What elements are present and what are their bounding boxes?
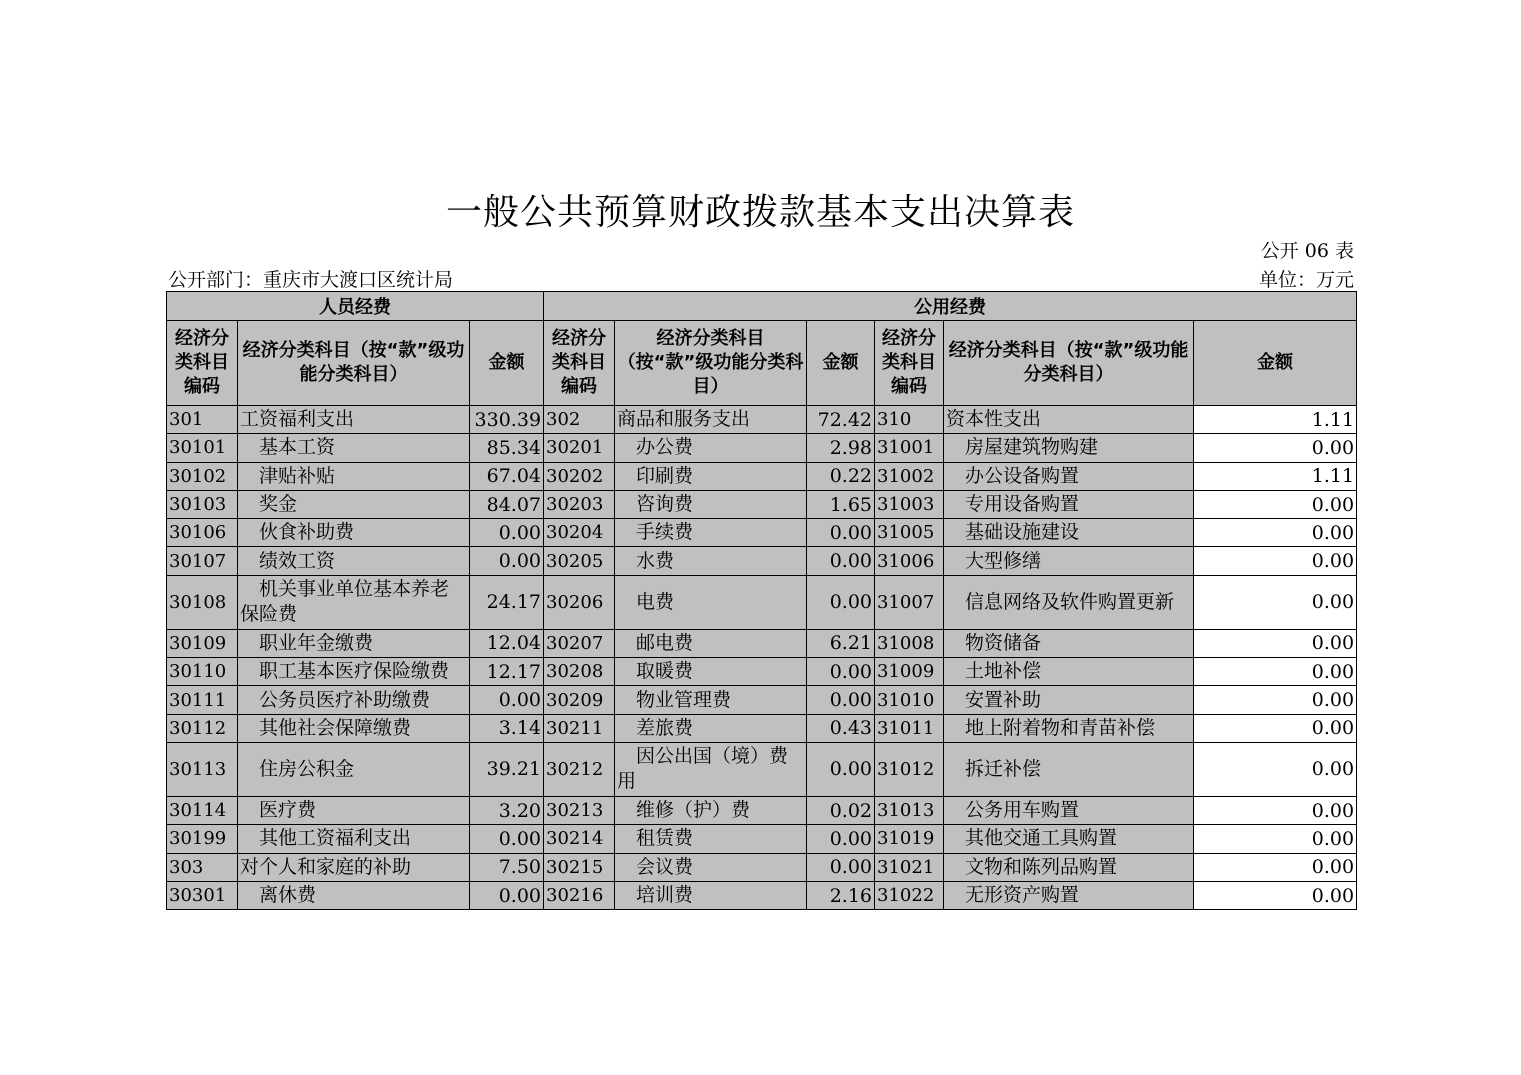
goods-services-amount-cell: 0.00: [807, 547, 875, 575]
capital-name-cell: 安置补助: [944, 686, 1194, 714]
goods-services-amount-cell: 6.21: [807, 629, 875, 657]
personnel-amount-cell: 330.39: [470, 406, 544, 434]
column-header-name: 经济分类科目（按“款”级功能分类科目）: [944, 321, 1194, 406]
capital-name-cell: 其他交通工具购置: [944, 825, 1194, 853]
goods-services-amount-cell: 2.98: [807, 434, 875, 462]
capital-code-cell: 31007: [875, 575, 944, 629]
table-row: [167, 575, 1357, 629]
capital-code-cell: 31001: [875, 434, 944, 462]
capital-code-cell: 31010: [875, 686, 944, 714]
goods-services-code-cell: 30203: [544, 490, 615, 518]
capital-name-cell: 基础设施建设: [944, 519, 1194, 547]
personnel-code-cell: 30109: [167, 629, 238, 657]
personnel-name-cell: 其他社会保障缴费: [238, 714, 470, 742]
personnel-name-cell: 职工基本医疗保险缴费: [238, 658, 470, 686]
goods-services-name-cell: 邮电费: [615, 629, 807, 657]
capital-code-cell: 31022: [875, 881, 944, 909]
goods-services-name-cell: 维修（护）费: [615, 796, 807, 824]
capital-code-cell: 31012: [875, 742, 944, 796]
table-row: [167, 519, 1357, 547]
personnel-amount-cell: 3.20: [470, 796, 544, 824]
goods-services-name-cell: 办公费: [615, 434, 807, 462]
personnel-name-cell: 住房公积金: [238, 742, 470, 796]
capital-amount-cell: 0.00: [1194, 658, 1357, 686]
goods-services-code-cell: 30207: [544, 629, 615, 657]
goods-services-name-cell: 商品和服务支出: [615, 406, 807, 434]
personnel-name-cell: 绩效工资: [238, 547, 470, 575]
goods-services-name-cell: 租赁费: [615, 825, 807, 853]
personnel-name-cell: 对个人和家庭的补助: [238, 853, 470, 881]
table-row: [167, 406, 1357, 434]
personnel-amount-cell: 12.04: [470, 629, 544, 657]
personnel-name-cell: 伙食补助费: [238, 519, 470, 547]
table-row: [167, 658, 1357, 686]
page-title: 一般公共预算财政拨款基本支出决算表: [445, 192, 1075, 233]
goods-services-amount-cell: 0.00: [807, 742, 875, 796]
capital-name-cell: 资本性支出: [944, 406, 1194, 434]
personnel-amount-cell: 0.00: [470, 825, 544, 853]
expenditure-table: [166, 291, 1357, 910]
capital-code-cell: 31008: [875, 629, 944, 657]
goods-services-name-cell: 差旅费: [615, 714, 807, 742]
capital-name-cell: 房屋建筑物购建: [944, 434, 1194, 462]
goods-services-code-cell: 30201: [544, 434, 615, 462]
table-row: [167, 796, 1357, 824]
goods-services-name-cell: 水费: [615, 547, 807, 575]
personnel-code-cell: 30301: [167, 881, 238, 909]
goods-services-code-cell: 30204: [544, 519, 615, 547]
column-header-name: 经济分类科目（按“款”级功能分类科目）: [615, 321, 807, 406]
capital-code-cell: 31009: [875, 658, 944, 686]
personnel-code-cell: 30199: [167, 825, 238, 853]
capital-name-cell: 拆迁补偿: [944, 742, 1194, 796]
capital-name-cell: 办公设备购置: [944, 462, 1194, 490]
capital-amount-cell: 0.00: [1194, 825, 1357, 853]
table-row: [167, 881, 1357, 909]
goods-services-name-cell: 物业管理费: [615, 686, 807, 714]
goods-services-amount-cell: 1.65: [807, 490, 875, 518]
section-public-header: 公用经费: [544, 292, 1357, 321]
table-row: [167, 742, 1357, 796]
table-row: [167, 490, 1357, 518]
capital-code-cell: 31011: [875, 714, 944, 742]
personnel-code-cell: 303: [167, 853, 238, 881]
capital-amount-cell: 1.11: [1194, 406, 1357, 434]
capital-amount-cell: 0.00: [1194, 547, 1357, 575]
personnel-amount-cell: 0.00: [470, 547, 544, 575]
capital-code-cell: 31003: [875, 490, 944, 518]
goods-services-amount-cell: 0.00: [807, 519, 875, 547]
personnel-name-cell: 津贴补贴: [238, 462, 470, 490]
personnel-code-cell: 30102: [167, 462, 238, 490]
personnel-name-cell: 机关事业单位基本养老保险费: [238, 575, 470, 629]
goods-services-amount-cell: 0.22: [807, 462, 875, 490]
capital-amount-cell: 0.00: [1194, 714, 1357, 742]
personnel-amount-cell: 39.21: [470, 742, 544, 796]
goods-services-code-cell: 30202: [544, 462, 615, 490]
form-number: 公开 06 表: [1260, 240, 1354, 262]
personnel-name-cell: 其他工资福利支出: [238, 825, 470, 853]
capital-code-cell: 31006: [875, 547, 944, 575]
personnel-amount-cell: 85.34: [470, 434, 544, 462]
goods-services-name-cell: 电费: [615, 575, 807, 629]
column-header-amount: 金额: [1194, 321, 1357, 406]
capital-name-cell: 无形资产购置: [944, 881, 1194, 909]
table-row: [167, 853, 1357, 881]
goods-services-code-cell: 30205: [544, 547, 615, 575]
personnel-name-cell: 离休费: [238, 881, 470, 909]
goods-services-code-cell: 30211: [544, 714, 615, 742]
capital-amount-cell: 0.00: [1194, 629, 1357, 657]
goods-services-name-cell: 咨询费: [615, 490, 807, 518]
personnel-name-cell: 奖金: [238, 490, 470, 518]
personnel-amount-cell: 7.50: [470, 853, 544, 881]
goods-services-code-cell: 30212: [544, 742, 615, 796]
table-row: [167, 434, 1357, 462]
capital-code-cell: 31002: [875, 462, 944, 490]
personnel-code-cell: 30101: [167, 434, 238, 462]
personnel-code-cell: 301: [167, 406, 238, 434]
goods-services-name-cell: 印刷费: [615, 462, 807, 490]
goods-services-code-cell: 302: [544, 406, 615, 434]
capital-code-cell: 31005: [875, 519, 944, 547]
table-row: [167, 686, 1357, 714]
goods-services-name-cell: 会议费: [615, 853, 807, 881]
goods-services-name-cell: 培训费: [615, 881, 807, 909]
capital-code-cell: 310: [875, 406, 944, 434]
capital-amount-cell: 0.00: [1194, 853, 1357, 881]
capital-amount-cell: 0.00: [1194, 881, 1357, 909]
personnel-name-cell: 医疗费: [238, 796, 470, 824]
capital-amount-cell: 0.00: [1194, 742, 1357, 796]
capital-code-cell: 31013: [875, 796, 944, 824]
goods-services-code-cell: 30213: [544, 796, 615, 824]
column-header-amount: 金额: [807, 321, 875, 406]
personnel-amount-cell: 67.04: [470, 462, 544, 490]
goods-services-amount-cell: 0.00: [807, 686, 875, 714]
column-header-code: 经济分类科目编码: [167, 321, 238, 406]
goods-services-amount-cell: 72.42: [807, 406, 875, 434]
capital-amount-cell: 1.11: [1194, 462, 1357, 490]
capital-amount-cell: 0.00: [1194, 575, 1357, 629]
personnel-amount-cell: 24.17: [470, 575, 544, 629]
goods-services-amount-cell: 2.16: [807, 881, 875, 909]
capital-name-cell: 公务用车购置: [944, 796, 1194, 824]
goods-services-amount-cell: 0.00: [807, 575, 875, 629]
goods-services-amount-cell: 0.43: [807, 714, 875, 742]
personnel-code-cell: 30114: [167, 796, 238, 824]
personnel-code-cell: 30106: [167, 519, 238, 547]
department-label: 公开部门：重庆市大渡口区统计局: [168, 269, 454, 291]
goods-services-code-cell: 30214: [544, 825, 615, 853]
capital-name-cell: 大型修缮: [944, 547, 1194, 575]
personnel-name-cell: 基本工资: [238, 434, 470, 462]
personnel-code-cell: 30112: [167, 714, 238, 742]
goods-services-code-cell: 30216: [544, 881, 615, 909]
column-header-code: 经济分类科目编码: [875, 321, 944, 406]
personnel-code-cell: 30107: [167, 547, 238, 575]
capital-name-cell: 土地补偿: [944, 658, 1194, 686]
personnel-amount-cell: 3.14: [470, 714, 544, 742]
goods-services-code-cell: 30215: [544, 853, 615, 881]
capital-name-cell: 信息网络及软件购置更新: [944, 575, 1194, 629]
personnel-code-cell: 30103: [167, 490, 238, 518]
personnel-amount-cell: 84.07: [470, 490, 544, 518]
capital-code-cell: 31019: [875, 825, 944, 853]
goods-services-amount-cell: 0.00: [807, 853, 875, 881]
capital-amount-cell: 0.00: [1194, 490, 1357, 518]
personnel-code-cell: 30108: [167, 575, 238, 629]
table-row: [167, 547, 1357, 575]
personnel-name-cell: 工资福利支出: [238, 406, 470, 434]
section-personnel-header: 人员经费: [167, 292, 544, 321]
column-header-name: 经济分类科目（按“款”级功能分类科目）: [238, 321, 470, 406]
goods-services-amount-cell: 0.02: [807, 796, 875, 824]
goods-services-amount-cell: 0.00: [807, 825, 875, 853]
goods-services-code-cell: 30208: [544, 658, 615, 686]
capital-code-cell: 31021: [875, 853, 944, 881]
personnel-amount-cell: 0.00: [470, 686, 544, 714]
capital-amount-cell: 0.00: [1194, 796, 1357, 824]
unit-label: 单位：万元: [1258, 269, 1354, 291]
table-row: [167, 714, 1357, 742]
table-row: [167, 462, 1357, 490]
capital-amount-cell: 0.00: [1194, 519, 1357, 547]
capital-name-cell: 文物和陈列品购置: [944, 853, 1194, 881]
personnel-name-cell: 职业年金缴费: [238, 629, 470, 657]
table-row: [167, 629, 1357, 657]
personnel-code-cell: 30111: [167, 686, 238, 714]
capital-amount-cell: 0.00: [1194, 434, 1357, 462]
capital-name-cell: 专用设备购置: [944, 490, 1194, 518]
goods-services-code-cell: 30206: [544, 575, 615, 629]
table-body: [167, 406, 1357, 910]
capital-amount-cell: 0.00: [1194, 686, 1357, 714]
capital-name-cell: 地上附着物和青苗补偿: [944, 714, 1194, 742]
personnel-name-cell: 公务员医疗补助缴费: [238, 686, 470, 714]
personnel-amount-cell: 12.17: [470, 658, 544, 686]
column-header-amount: 金额: [470, 321, 544, 406]
goods-services-amount-cell: 0.00: [807, 658, 875, 686]
personnel-amount-cell: 0.00: [470, 881, 544, 909]
table-row: [167, 825, 1357, 853]
personnel-code-cell: 30113: [167, 742, 238, 796]
column-header-code: 经济分类科目编码: [544, 321, 615, 406]
personnel-amount-cell: 0.00: [470, 519, 544, 547]
goods-services-name-cell: 因公出国（境）费用: [615, 742, 807, 796]
personnel-code-cell: 30110: [167, 658, 238, 686]
goods-services-code-cell: 30209: [544, 686, 615, 714]
capital-name-cell: 物资储备: [944, 629, 1194, 657]
goods-services-name-cell: 取暖费: [615, 658, 807, 686]
goods-services-name-cell: 手续费: [615, 519, 807, 547]
